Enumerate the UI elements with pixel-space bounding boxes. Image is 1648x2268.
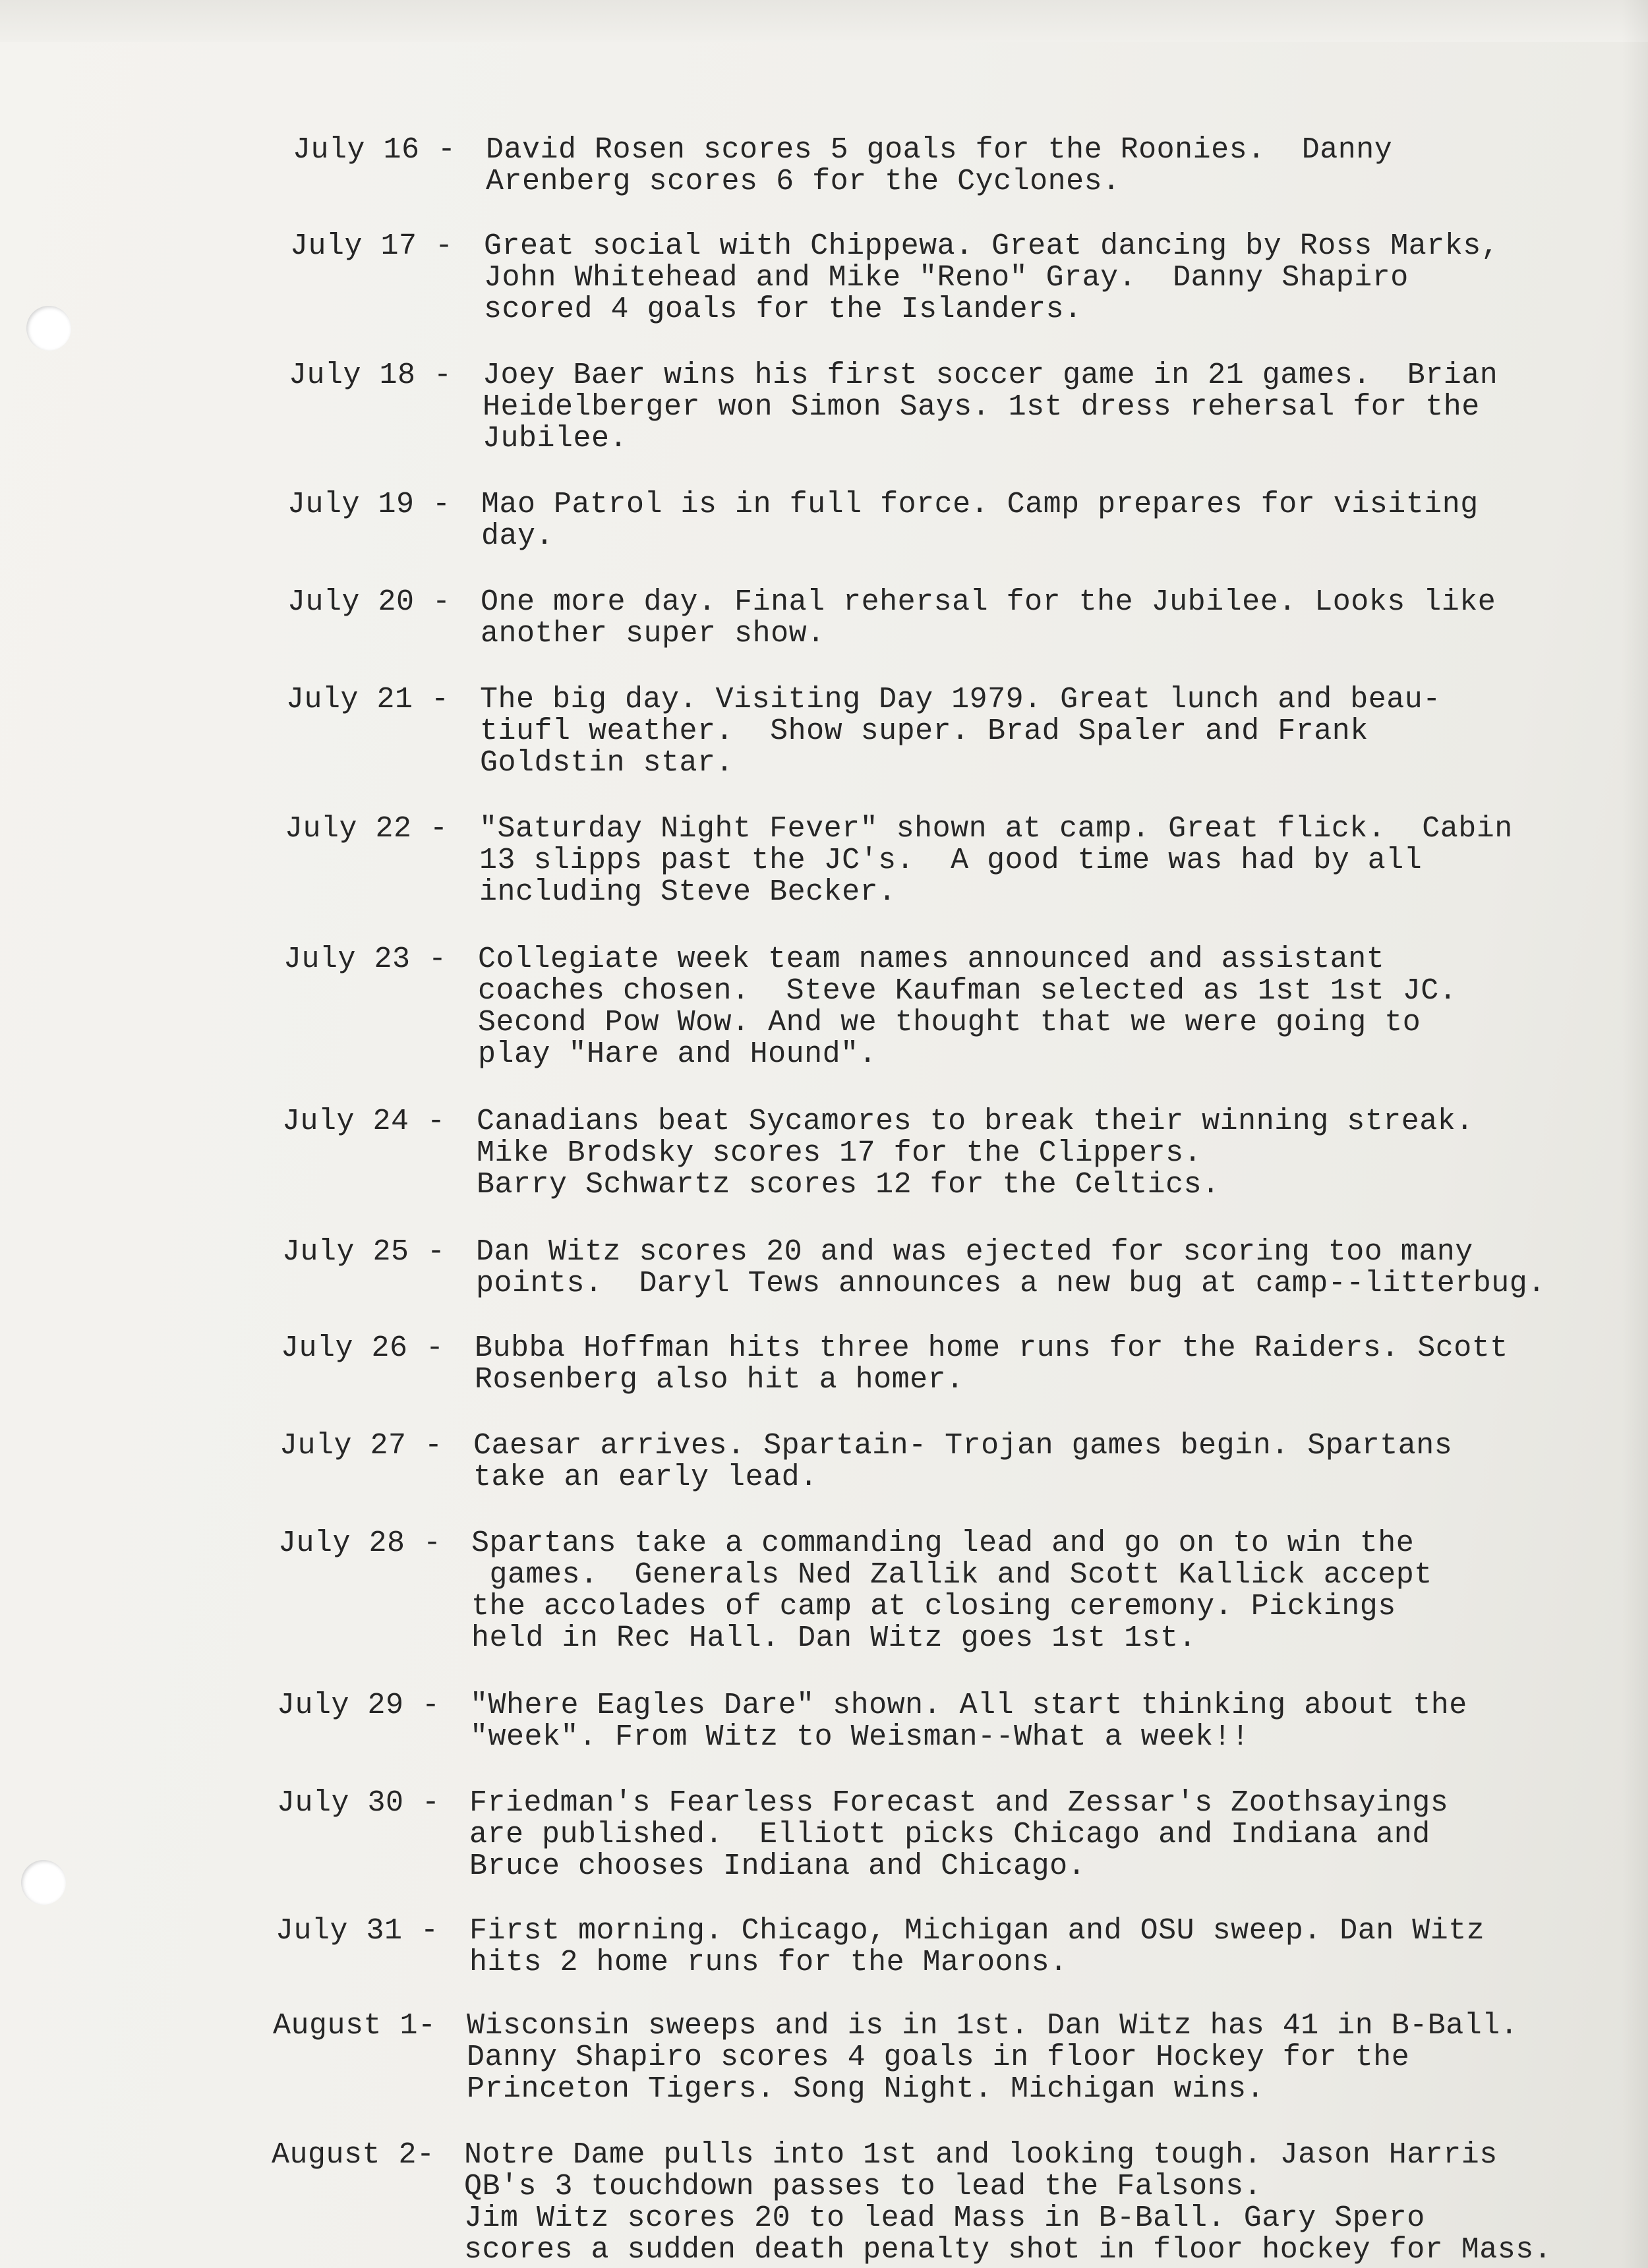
entry-line: "Where Eagles Dare" shown. All start thinking about the	[470, 1689, 1467, 1722]
entry-line: Goldstin star.	[480, 746, 734, 780]
entry-date: July 27 -	[280, 1429, 443, 1463]
entry-text	[476, 1236, 1610, 1300]
entry-line: day.	[481, 519, 554, 553]
entry-date: July 18 -	[289, 359, 452, 392]
entry-line: Danny Shapiro scores 4 goals in floor Hockey for the	[467, 2041, 1410, 2074]
entry-line: the accolades of camp at closing ceremony. Pickings	[471, 1590, 1396, 1623]
entry-line: One more day. Final rehersal for the Jubilee. Looks like	[481, 585, 1496, 619]
entry-line: Princeton Tigers. Song Night. Michigan wins.	[467, 2072, 1265, 2106]
entry-line: another super show.	[481, 617, 825, 651]
entry-text	[484, 231, 1618, 326]
entry-date: July 25 -	[282, 1235, 446, 1269]
entry-line: scored 4 goals for the Islanders.	[484, 293, 1082, 326]
entry-text	[469, 1915, 1603, 1979]
binder-hole-icon	[26, 306, 71, 351]
entry-line: Bubba Hoffman hits three home runs for the Raiders. Scott	[475, 1331, 1508, 1365]
entry-line: "Saturday Night Fever" shown at camp. Great flick. Cabin	[479, 812, 1513, 846]
entry-line: Collegiate week team names announced and assistant	[478, 943, 1385, 976]
entry-line: Friedman's Fearless Forecast and Zessar's Zoothsayings	[469, 1786, 1449, 1820]
entry-line: Jubilee.	[483, 422, 628, 455]
entry-line: tiufl weather. Show super. Brad Spaler and Frank	[480, 714, 1368, 748]
entry-date: July 24 -	[282, 1105, 446, 1138]
binder-hole-icon	[21, 1860, 66, 1905]
entry-date: July 23 -	[283, 943, 447, 976]
entry-text	[470, 1690, 1604, 1753]
page-edge-shadow	[1622, 0, 1648, 2268]
entry-line: hits 2 home runs for the Maroons.	[469, 1946, 1068, 1979]
page-top-margin	[0, 0, 1648, 42]
entry-text	[467, 2010, 1601, 2105]
entry-line: First morning. Chicago, Michigan and OSU sweep. Dan Witz	[469, 1914, 1485, 1948]
entry-text	[481, 587, 1614, 650]
entry-line: Caesar arrives. Spartain- Trojan games begin. Spartans	[473, 1429, 1453, 1463]
entry-line: play "Hare and Hound".	[478, 1037, 877, 1071]
entry-line: Canadians beat Sycamores to break their winning streak.	[477, 1105, 1474, 1138]
entry-date: July 22 -	[285, 812, 448, 846]
entry-date: July 30 -	[277, 1786, 440, 1820]
entry-line: David Rosen scores 5 goals for the Roonies. Danny	[486, 133, 1393, 167]
entry-text	[464, 2139, 1598, 2266]
entry-text	[480, 684, 1614, 779]
entry-text	[486, 134, 1620, 198]
entry-line: Bruce chooses Indiana and Chicago.	[469, 1849, 1086, 1883]
entry-line: coaches chosen. Steve Kaufman selected as 1st 1st JC.	[478, 974, 1457, 1008]
entry-text	[478, 944, 1612, 1070]
entry-text	[469, 1788, 1603, 1882]
entry-line: QB's 3 touchdown passes to lead the Falsons.	[464, 2170, 1262, 2203]
entry-line: Jim Witz scores 20 to lead Mass in B-Ball. Gary Spero	[464, 2201, 1425, 2235]
entry-line: take an early lead.	[473, 1461, 818, 1494]
entry-date: July 16 -	[293, 133, 456, 167]
entry-line: Mao Patrol is in full force. Camp prepares for visiting	[481, 488, 1479, 521]
entry-line: held in Rec Hall. Dan Witz goes 1st 1st.	[471, 1621, 1197, 1655]
entry-line: including Steve Becker.	[479, 875, 897, 909]
entry-line: John Whitehead and Mike "Reno" Gray. Danny Shapiro	[484, 261, 1409, 295]
entry-line: Notre Dame pulls into 1st and looking tough. Jason Harris	[464, 2138, 1498, 2172]
entry-line: 13 slipps past the JC's. A good time was had by all	[479, 844, 1423, 877]
entry-date: August 2-	[272, 2138, 435, 2172]
entry-text	[475, 1333, 1608, 1396]
entry-text	[477, 1106, 1610, 1201]
entry-date: July 26 -	[281, 1331, 444, 1365]
entry-text	[481, 489, 1615, 552]
entry-line: points. Daryl Tews announces a new bug at camp--litterbug.	[476, 1267, 1546, 1300]
entry-date: July 29 -	[277, 1689, 440, 1722]
entry-date: July 19 -	[287, 488, 451, 521]
entry-line: "week". From Witz to Weisman--What a week!!	[470, 1720, 1250, 1754]
entry-date: July 17 -	[290, 229, 454, 263]
entry-line: Joey Baer wins his first soccer game in 21 games. Brian	[483, 359, 1498, 392]
entry-line: Barry Schwartz scores 12 for the Celtics.	[477, 1168, 1220, 1202]
entry-date: August 1-	[273, 2009, 436, 2043]
entry-line: Dan Witz scores 20 and was ejected for scoring too many	[476, 1235, 1473, 1269]
entry-line: Arenberg scores 6 for the Cyclones.	[486, 165, 1121, 198]
entry-line: games. Generals Ned Zallik and Scott Kallick accept	[471, 1558, 1432, 1592]
entry-line: Great social with Chippewa. Great dancing by Ross Marks,	[484, 229, 1500, 263]
entry-date: July 31 -	[276, 1914, 439, 1948]
entry-text	[471, 1528, 1605, 1654]
entry-date: July 28 -	[278, 1527, 442, 1560]
entry-line: Mike Brodsky scores 17 for the Clippers.	[477, 1136, 1202, 1170]
entry-text	[473, 1430, 1607, 1494]
entry-date: July 20 -	[287, 585, 451, 619]
entry-line: Rosenberg also hit a homer.	[475, 1363, 964, 1397]
entry-line: Wisconsin sweeps and is in 1st. Dan Witz has 41 in B-Ball.	[467, 2009, 1519, 2043]
entry-date: July 21 -	[286, 683, 450, 716]
entry-line: scores a sudden death penalty shot in floor hockey for Mass.	[464, 2233, 1552, 2267]
entry-text	[479, 813, 1613, 908]
entry-line: are published. Elliott picks Chicago and Indiana and	[469, 1818, 1430, 1851]
entry-text	[483, 360, 1616, 455]
entry-line: Second Pow Wow. And we thought that we were going to	[478, 1006, 1421, 1039]
entry-line: The big day. Visiting Day 1979. Great lunch and beau-	[480, 683, 1441, 716]
entry-line: Heidelberger won Simon Says. 1st dress rehersal for the	[483, 390, 1480, 424]
entry-line: Spartans take a commanding lead and go on to win the	[471, 1527, 1415, 1560]
